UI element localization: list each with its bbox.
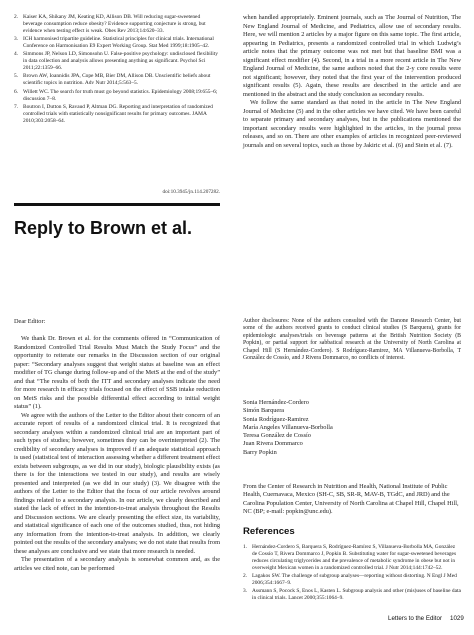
letter-title: Reply to Brown et al. [14,218,193,238]
page-footer [388,615,464,622]
author-name: Teresa González de Cossío [243,432,311,440]
author-name: Barry Popkin [243,448,277,456]
letter-body-right [243,14,461,150]
bottom-reference-list [243,544,461,603]
top-reference-list [14,14,220,126]
reference-item: 3. Assmann S, Pocock S, Enos L, Kasten L. Subgroup analysis and other (mis)uses of baseline data in clinical trials. Lancet 2000;355:1064–9. [243,588,461,602]
body-paragraph: We thank Dr. Brown et al. for the comments offered in “Communication of Randomized Controlled Trial Results Must Match the Study Focus” and the opportunity to reiterate our remarks in the Discussion section of our original paper: “Secondary analyses suggest that weight status at baseline was an effect modifier of TG change during follow-up and of the MetS at the end of the study” and that “The results of both the ITT and secondary analyses indicate the need for more research in efficacy trials focused on the effect of SSB intake reduction on MetS risks and the possible differential effect according to initial weight status” (1). [14,335,220,410]
author-disclosures: Author disclosures: None of the authors consulted with the Danone Research Center, but some of the authors received grants to conduct clinical studies (S Barquera), grants for epidemiologic analyses/trials on beverage patterns at the British Nutrition Society (B Popkin), or partial support for sabbatical research at the University of North Carolina at Chapel Hill (S Hernández-Cordero). S Rodríguez-Ramirez, MA Villanueva-Borbolla, T González de Cossío, and J Rivera Dommarco, no conflicts of interest. [243,318,461,362]
author-name: Simón Barquera [243,407,285,415]
body-paragraph: The presentation of a secondary analysis is somewhat common and, as the articles we cited note, can be performed [14,556,220,572]
section-divider [14,203,220,206]
footer-section-label: Letters to the Editor [388,615,442,622]
author-name: Sonia Hernández-Cordero [243,399,309,406]
body-paragraph: We follow the same standard as that noted in the article in The New England Journal of Medicine (5) and in the other articles we have cited. We have been careful to separate primary and secondary analyses, but in the publications mentioned the important secondary results were highlighted in the articles, in the journal press releases, and so on. There are other examples of articles in recognized peer-reviewed journals and on several topics, such as those by Jakiric et al. (6) and Stein et al. (7). [243,99,461,149]
reference-item: 1. Hernández-Cordero S, Barquera S, Rodríguez-Ramírez S, Villanueva-Borbolla MA, González de Cossío T, Rivera Dommarco J, Popkin B. Substituting water for sugar-sweetened beverages reduces circulating triglycerides and the prevalence of metabolic syndrome in obese but not in overweight Mexican women in a randomized controlled trial. J Nutr 2014;144:1742–52. [243,544,457,571]
doi-line: doi:10.3945/jn.114.207282. [162,189,220,195]
reference-item: 2. Lagakos SW. The challenge of subgroup analyses—reporting without distorting. N Engl J Med 2006;354:1667–9. [243,573,457,586]
reference-item: 2. Kaiser KA, Shikany JM, Keating KD, Allison DB. Will reducing sugar-sweetened beverage consumption reduce obesity? Evidence supporting conjecture is strong, but evidence when testing effect is weak. Obes Rev 2013;14:620–33. [14,14,206,34]
page-number: 1029 [450,615,464,622]
reference-item: 4. Simmons JP, Nelson LD, Simonsohn U. False-positive psychology: undisclosed flexibility in data collection and analysis allows presenting anything as significant. Psychol Sci 2011;22:1359–66. [14,51,218,72]
body-paragraph: when handled appropriately. Eminent journals, such as The Journal of Nutrition, The New England Journal of Medicine, and Pediatrics, allow use of secondary results. Here, we will mention 2 articles by a major figure on this same topic. The first article, appearing in Pediatrics, presents a randomized controlled trial in which Ludwig’s article notes that the primary outcome was not met but that baseline BMI was a significant effect modifier (4). Second, in a trial in a more recent article in The New England Journal of Medicine, the same authors noted that the 2-y core results were not significant; however, they noted that the first year of the intervention produced significant results (5). Again, these results are described in the article and are mentioned in the abstract and the study conclusion as secondary results. [243,14,461,98]
body-paragraph: We agree with the authors of the Letter to the Editor about their concern of an accurate report of results of a randomized clinical trial. It is recognized that secondary analyses within a randomized clinical trial are an important part of such types of studies; however, sometimes they can be overinterpreted (2). The credibility of secondary analyses is improved if an adequate statistical approach is used (statistical test of interaction assessing whether a different treatment effect exists between subgroups, as we did in our study), biologic plausibility exists (as there is for the interactions we tested in our study), and results are wisely presented and interpreted (as we did in our study) (3). We disagree with the authors of the Letter to the Editor that the focus of our article revolves around findings related to a secondary analysis. In our article, we clearly described and stated the lack of effect in the intention-to-treat analysis throughout the Results and Discussion sections. We are clearly presenting the effect size, its variability, and statistical significance of each one of the outcomes studied, thus, not hiding any information from the intention-to-treat analysis. In addition, we clearly pointed out the results of the secondary analyses; we do not state that results from these analyses are conclusive and we state that more research is needed. [14,411,220,555]
references-heading: References [243,526,295,537]
reference-item: 3. ICH harmonised tripartite guideline. Statistical principles for clinical trials. International Conference on Harmonisation E9 Expert Working Group. Stat Med 1999;18:1905–42. [14,36,214,50]
salutation: Dear Editor: [14,318,46,325]
author-name: María Angeles Villanueva-Borbolla [243,423,333,431]
author-affiliation: From the Center of Research in Nutrition and Health, National Institute of Public Health, Cuernavaca, Mexico (SH-C, SB, SR-R, MAV-B, TGdC, and JRD) and the Carolina Population Center, University of North Carolina at Chapel Hill, Chapel Hill, NC (BP; e-mail: popkin@unc.edu). [243,483,459,516]
reference-item: 6. Willett WC. The search for truth must go beyond statistics. Epidemiology 2008;19:655–6; discussion 7–8. [14,88,218,102]
author-name: Juan Rivera Dommarco [243,440,303,448]
author-name: Sonia Rodríguez-Ramirez [243,415,309,423]
letter-body-left [14,335,220,573]
author-list [243,399,333,457]
reference-item: 5. Brown AW, Ioannidis JPA, Cope MB, Bier DM, Allison DB. Unscientific beliefs about scientific topics in nutrition. Adv Nutr 2014;5:563–5. [14,73,211,87]
reference-item: 7. Boutron I, Dutton S, Ravaud P, Altman DG. Reporting and interpretation of randomized controlled trials with statistically nonsignificant results for primary outcomes. JAMA 2010;303:2058–64. [14,103,213,124]
